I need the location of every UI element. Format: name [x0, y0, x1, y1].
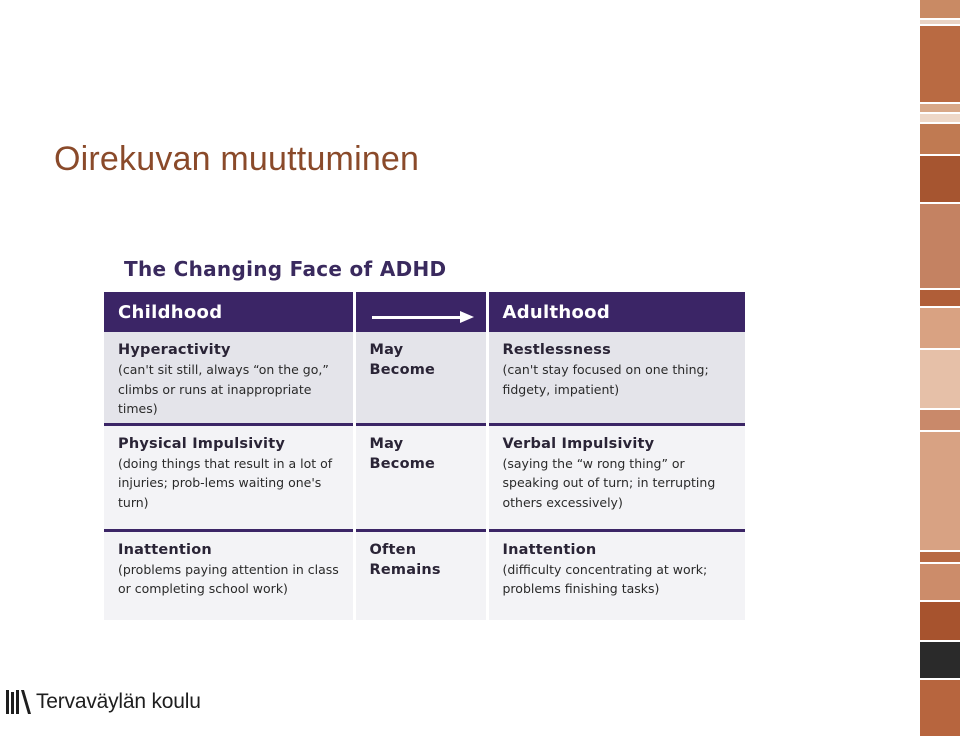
decorative-side-stripe [920, 0, 960, 736]
table-cell-link [354, 530, 487, 620]
column-header-childhood: Childhood [104, 292, 354, 332]
table-cell-adulthood [487, 530, 745, 620]
table-row [104, 424, 745, 530]
symptom-heading: Physical Impulsivity [118, 435, 285, 452]
symptom-description: (doing things that result in a lot of injuries; prob-lems waiting one's turn) [118, 455, 333, 510]
school-logo-mark-icon [6, 690, 32, 714]
symptom-description: (problems paying attention in class or completing school work) [118, 561, 339, 596]
symptom-heading: Inattention [502, 541, 597, 558]
school-logo [6, 688, 201, 716]
table-cell-adulthood [487, 332, 745, 424]
transition-label: Often Remains [369, 541, 441, 578]
symptom-heading: Hyperactivity [118, 342, 231, 358]
symptom-description: (difficulty concentrating at work; problems finishing tasks) [502, 561, 708, 596]
symptom-heading: Restlessness [502, 342, 611, 358]
symptom-heading: Inattention [118, 541, 212, 558]
table-cell-link [354, 332, 487, 424]
table-row [104, 530, 745, 620]
transition-label: May Become [369, 342, 436, 378]
symptom-description: (can't stay focused on one thing; fidgety, impatient) [502, 362, 709, 397]
column-header-adulthood: Adulthood [487, 292, 745, 332]
adhd-comparison-table [104, 292, 745, 620]
slide-title: Oirekuvan muuttuminen [54, 140, 420, 178]
table-cell-childhood [104, 530, 354, 620]
table-header-row [104, 292, 745, 332]
logo-text: Tervaväylän koulu [36, 690, 201, 713]
symptom-heading: Verbal Impulsivity [502, 435, 655, 452]
table-cell-link [354, 424, 487, 530]
column-header-arrow [354, 292, 487, 332]
symptom-description: (can't sit still, always “on the go,” climbs or runs at inappropriate times) [118, 362, 329, 416]
right-arrow-icon [370, 292, 472, 332]
table-cell-childhood [104, 332, 354, 424]
table-cell-adulthood [487, 424, 745, 530]
table-cell-childhood [104, 424, 354, 530]
figure-title: The Changing Face of ADHD [124, 257, 447, 281]
symptom-description: (saying the “w rong thing” or speaking out of turn; in terrupting others excessively) [502, 455, 716, 510]
table-row [104, 332, 745, 424]
transition-label: May Become [369, 435, 436, 472]
